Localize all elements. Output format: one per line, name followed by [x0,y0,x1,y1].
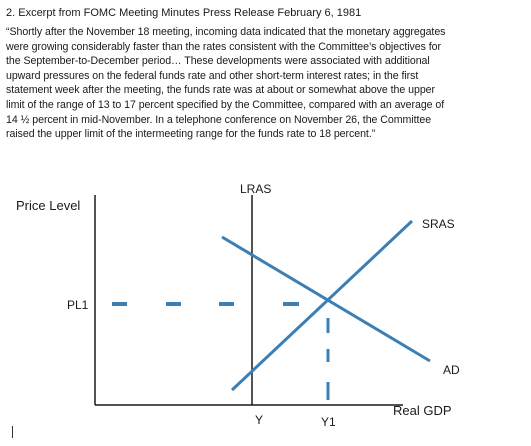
sras-label: SRAS [422,217,455,231]
quote-line: the September-to-December period… These developments were associated with additional [6,55,430,68]
quote-line: 14 ½ percent in mid-November. In a telephone conference on November 26, the Committee [6,113,432,126]
excerpt-quote [6,25,525,142]
quote-line: were growing considerably faster than the rates consistent with the Committee’s objectives for [6,40,441,53]
x-axis-label: Real GDP [393,403,452,418]
y-axis-label: Price Level [16,198,81,213]
ad-as-diagram [0,175,531,446]
excerpt-heading: 2. Excerpt from FOMC Meeting Minutes Press Release February 6, 1981 [6,7,362,19]
quote-line: upward pressures on the federal funds rate and other short-term interest rates; in the first [6,69,419,82]
quote-line: statement week after the meeting, the funds rate was at about or somewhat above the upper [6,84,435,97]
quote-line: “Shortly after the November 18 meeting, incoming data indicated that the monetary aggregates [6,26,446,38]
sras-curve [232,221,412,390]
quote-line: raised the upper limit of the intermeeting range for the funds rate to 18 percent.” [6,128,376,141]
output-label-y: Y [255,413,264,427]
price-level-label: PL1 [67,298,89,312]
output-label-y1: Y1 [321,415,336,429]
text-cursor-icon [12,426,13,438]
lras-label: LRAS [240,182,272,196]
quote-line: limit of the range of 13 to 17 percent specified by the Committee, compared with an average of [6,98,445,111]
ad-label: AD [443,363,460,377]
ad-curve [222,237,430,361]
excerpt-block [6,4,525,142]
